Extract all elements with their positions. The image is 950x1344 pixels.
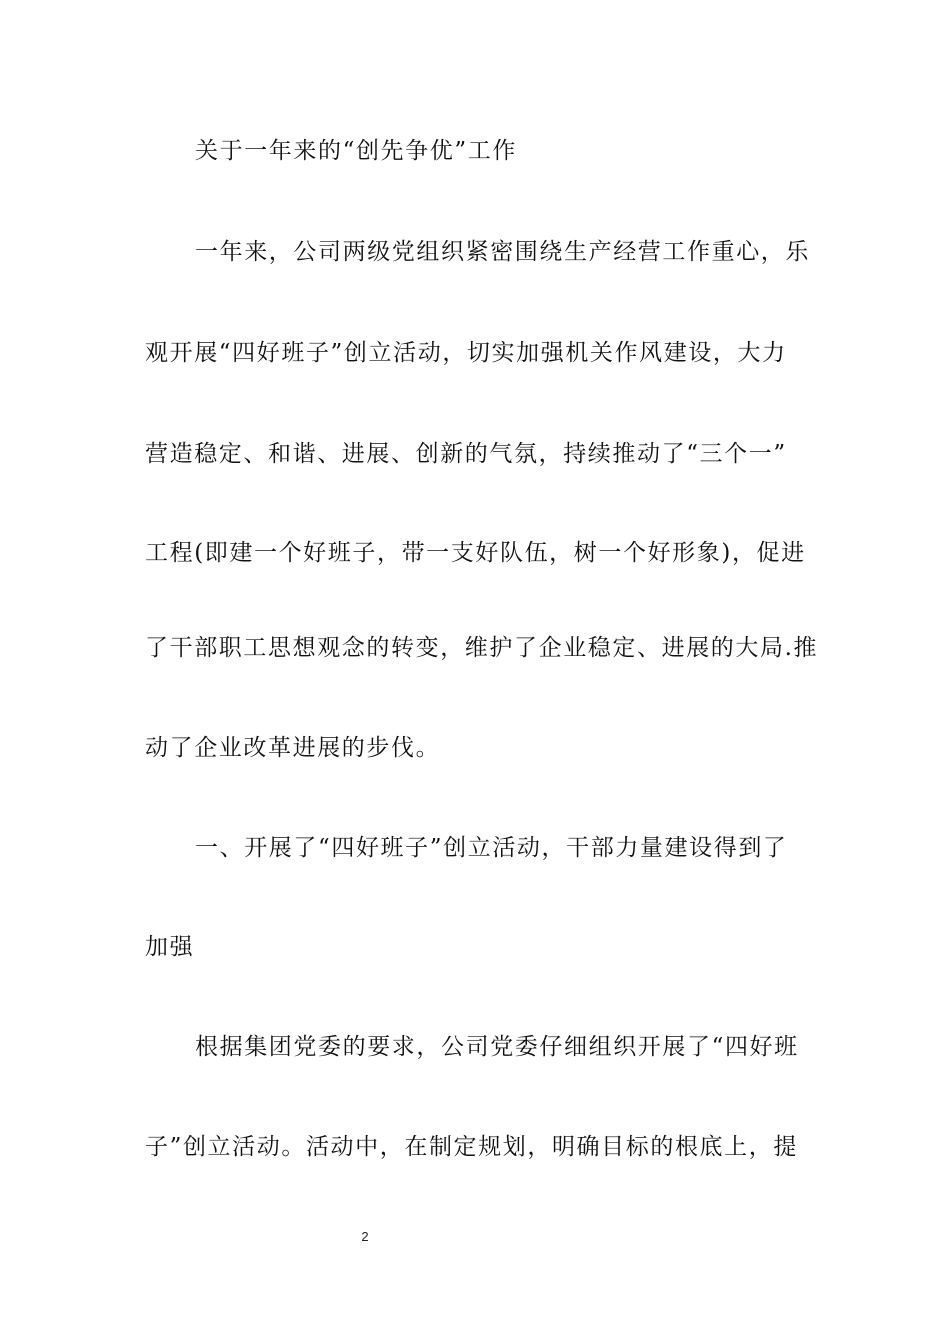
section-heading-line-2: 加强 [145, 934, 195, 960]
paragraph-1-line-3: 营造稳定、和谐、进展、创新的气氛，持续推动了“三个一” [145, 441, 787, 467]
page-number: 2 [361, 1229, 369, 1244]
paragraph-2-line-2: 子”创立活动。活动中，在制定规划，明确目标的根底上，提 [145, 1134, 798, 1160]
paragraph-1-line-5: 了干部职工思想观念的转变，维护了企业稳定、进展的大局.推 [145, 635, 819, 661]
paragraph-2-line-1: 根据集团党委的要求，公司党委仔细组织开展了“四好班 [195, 1034, 799, 1060]
paragraph-1-line-1: 一年来，公司两级党组织紧密围绕生产经营工作重心，乐 [195, 239, 810, 265]
paragraph-1-line-2: 观开展“四好班子”创立活动，切实加强机关作风建设，大力 [145, 340, 787, 366]
document-title: 关于一年来的“创先争优”工作 [195, 138, 517, 164]
paragraph-1-line-6: 动了企业改革进展的步伐。 [145, 735, 441, 761]
paragraph-1-line-4: 工程(即建一个好班子，带一支好队伍，树一个好形象)，促进 [145, 540, 806, 566]
section-heading-line-1: 一、开展了“四好班子”创立活动，干部力量建设得到了 [195, 835, 788, 861]
